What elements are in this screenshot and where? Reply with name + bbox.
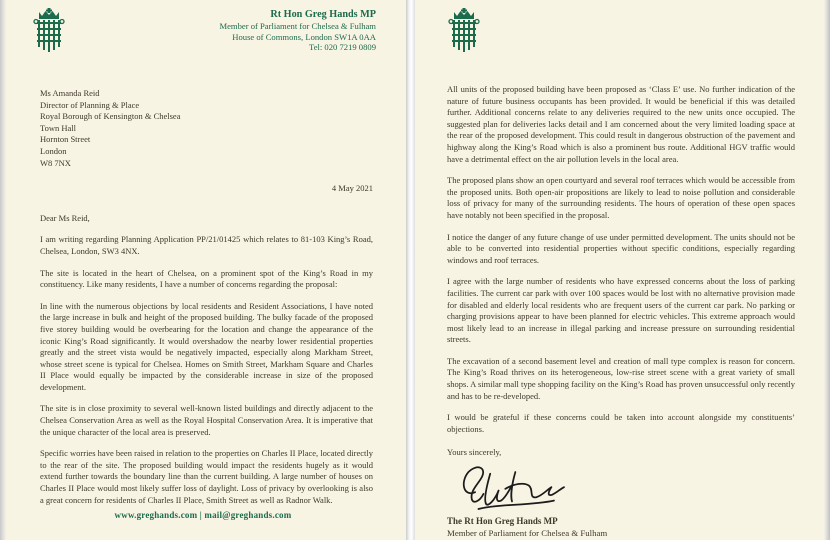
letterhead-name: Rt Hon Greg Hands MP: [270, 9, 376, 20]
signoff-name: The Rt Hon Greg Hands MP: [447, 516, 558, 527]
letter-paragraph: I notice the danger of any future change of use under permitted development. The units should not be able to be converted into residential properties without specific conditions, especially regarding windows and roof terraces.: [447, 231, 795, 265]
page1-body: [40, 0, 373, 506]
handwritten-signature: [453, 462, 571, 514]
page-edge-shadow: [0, 0, 6, 540]
letter-paragraph: I agree with the large number of residents who have expressed concerns about the loss of parking facilities. The current car park with over 100 spaces would be lost with no alternative provision made for disabled and elderly local residents who are frequent users of the current car park. No parking or charging provisions appear to have been planned for electric vehicles. This extreme approach would most likely lead to an increase in illegal parking and increase pressure on surrounding residential streets.: [447, 276, 795, 345]
letter-paragraph: The excavation of a second basement level and creation of mall type complex is reason for concern. The King’s Road thrives on its heterogeneous, low-rise street scene with a great variety of small shops. A similar mall type shopping facility on the King’s Road has proven unsuccessful only recently and has to be re-developed.: [447, 355, 795, 401]
recipient-line: Ms Amanda Reid: [40, 88, 100, 98]
page2-body: [447, 84, 795, 539]
contact-footer: www.greghands.com | mail@greghands.com: [114, 510, 292, 520]
letter-paragraph: The proposed plans show an open courtyard and several roof terraces which would be accessible from the proposed units. Both open-air propositions are likely to lead to noise pollution and considerable loss of privacy for many of the surrounding residents. The hours of operation of these open spaces have notably not been specified in the proposal.: [447, 175, 795, 220]
letter-page-1: [0, 0, 406, 540]
letter-paragraph: In line with the numerous objections by local residents and Resident Associations, I have noted the large increase in bulk and height of the proposed building. The bulky facade of the proposed five storey building would be overbearing for the location and change the appearance of the iconic King’s Road significantly. It would overshadow the nearby lower residential properties greatly and the street vista would be negatively impacted, especially along Markham Street, whose street scene is typical for Chelsea. Homes on Smith Street, Markham Square and Charles II Place would equally be impacted by the considerable increase in size of the proposed development.: [40, 300, 373, 392]
letter-paragraph: Specific worries have been raised in relation to the properties on Charles II Place, located directly to the rear of the site. The proposed building would impact the residents hugely as it would extend further towards the boundary line than the current building. A large number of houses on Charles II Place would most likely suffer loss of daylight. Loss of privacy by overlooking is also a great concern for residents of Charles II Place, Smith Street as well as Radnor Walk.: [40, 448, 373, 505]
portcullis-crest-icon: [448, 8, 480, 54]
page-gap-divider: [406, 0, 415, 540]
recipient-line: Royal Borough of Kensington & Chelsea: [40, 111, 181, 122]
closing-line: Yours sincerely,: [447, 447, 502, 458]
recipient-line: Town Hall: [40, 122, 76, 133]
recipient-line: W8 7NX: [40, 157, 71, 168]
recipient-address: [40, 88, 373, 169]
page-edge-shadow: [824, 0, 830, 540]
letter-paragraph: The site is in close proximity to several well-known listed buildings and directly adjacent to the Chelsea Conservation Area as well as the Royal Hospital Conservation Area. It is imperative that the unique character of the local area is preserved.: [40, 403, 373, 437]
letter-paragraph: All units of the proposed building have been proposed as ‘Class E’ use. No further indication of the nature of future business occupants has been provided. It would be beneficial if this was detailed further. Additional concerns relate to any deliveries required to the new units once occupied. The suggested plan for deliveries lacks detail and I am concerned about the very limited loading space at the rear of the proposed development. This could result in dangerous obstruction of the pavement and highway along the King’s Road which is also a prominent bus route. Additional HGV traffic would have a detrimental effect on the air pollution levels in the local area.: [447, 84, 795, 164]
letter-page-2: [415, 0, 830, 540]
letter-paragraph: I would be grateful if these concerns could be taken into account alongside my constituents’ objections.: [447, 412, 795, 434]
letterhead-role: Member of Parliament for Chelsea & Fulham: [219, 21, 376, 31]
recipient-line: London: [40, 145, 67, 156]
letterhead-phone: Tel: 020 7219 0809: [309, 42, 376, 52]
recipient-line: Hornton Street: [40, 134, 91, 145]
letterhead-address: House of Commons, London SW1A 0AA: [232, 31, 376, 42]
letter-paragraph: The site is located in the heart of Chelsea, on a prominent spot of the King’s Road in my constituency. Like many residents, I have a number of concerns regarding the proposal:: [40, 267, 373, 290]
salutation: Dear Ms Reid,: [40, 212, 90, 223]
recipient-line: Director of Planning & Place: [40, 99, 140, 110]
signoff-title: Member of Parliament for Chelsea & Fulham: [447, 527, 608, 538]
letter-paragraph: I am writing regarding Planning Application PP/21/01425 which relates to 81-103 King’s Road, Chelsea, London, SW3 4NX.: [40, 234, 373, 256]
letter-date: 4 May 2021: [331, 183, 373, 194]
